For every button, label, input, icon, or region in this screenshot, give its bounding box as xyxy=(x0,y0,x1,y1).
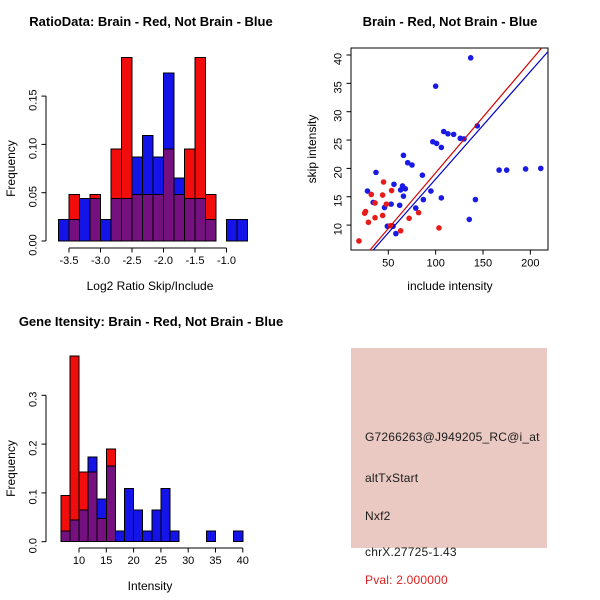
y-axis-title: Frequency xyxy=(4,440,18,497)
x-tick-label: 20 xyxy=(127,555,140,567)
gene-intensity-histogram-panel xyxy=(0,300,300,600)
scatter-point-not-brain xyxy=(401,193,407,199)
info-panel xyxy=(300,300,600,600)
scatter-point-not-brain xyxy=(391,181,397,187)
hist-bar-overlap xyxy=(121,198,132,241)
y-tick-label: 0.1 xyxy=(27,489,40,505)
scatter-point-brain xyxy=(362,210,368,216)
x-tick-label: 30 xyxy=(182,555,195,567)
hist-bar-overlap xyxy=(153,195,164,241)
y-tick-label: 0.15 xyxy=(27,89,40,111)
scatter-point-not-brain xyxy=(523,166,529,172)
y-tick-label: 0.00 xyxy=(27,234,40,256)
hist-bar xyxy=(227,220,238,241)
y-tick-label: 20 xyxy=(332,166,345,179)
scatter-point-brain xyxy=(384,201,390,207)
y-tick-label: 0.3 xyxy=(27,391,40,407)
scatter-point-brain xyxy=(380,213,386,219)
y-tick-label: 0.10 xyxy=(27,137,40,160)
scatter-point-not-brain xyxy=(439,145,445,151)
scatter-point-brain xyxy=(368,192,374,198)
scatter-point-not-brain xyxy=(373,170,379,176)
hist-bar xyxy=(80,198,91,241)
scatter-point-not-brain xyxy=(398,187,404,193)
not-brain-line xyxy=(373,52,548,250)
scatter-point-not-brain xyxy=(428,188,434,194)
scatter-point-not-brain xyxy=(409,162,415,168)
x-tick-label: -2.0 xyxy=(154,255,173,267)
scatter-point-brain xyxy=(356,238,362,244)
intensity-scatter-svg xyxy=(300,0,600,300)
x-tick-label: 200 xyxy=(521,257,540,270)
scatter-point-brain xyxy=(398,228,404,234)
y-axis-title: skip intensity xyxy=(305,114,319,184)
x-tick-label: -3.5 xyxy=(59,255,79,267)
event-type-text: altTxStart xyxy=(365,471,419,485)
scatter-point-not-brain xyxy=(401,153,407,159)
hist-bar-overlap xyxy=(206,220,217,241)
scatter-point-brain xyxy=(381,179,387,185)
scatter-point-not-brain xyxy=(434,141,440,147)
hist-bar xyxy=(237,220,248,241)
hist-bar xyxy=(170,531,179,542)
hist-bar xyxy=(101,220,112,241)
x-tick-label: 50 xyxy=(382,257,395,270)
ratio-histogram-panel xyxy=(0,0,300,300)
scatter-point-not-brain xyxy=(451,132,457,138)
scatter-point-not-brain xyxy=(421,197,427,203)
scatter-point-brain xyxy=(366,219,372,225)
scatter-point-not-brain xyxy=(496,167,502,173)
gene-symbol-text: Nxf2 xyxy=(365,509,391,523)
scatter-point-not-brain xyxy=(468,55,474,61)
scatter-point-not-brain xyxy=(445,131,451,137)
scatter-point-not-brain xyxy=(466,217,472,223)
x-tick-label: 100 xyxy=(426,257,445,270)
brain-line xyxy=(370,48,542,250)
hist-bar xyxy=(70,356,79,542)
hist-bar xyxy=(143,531,152,542)
x-tick-label: 150 xyxy=(473,257,493,270)
hist-bar xyxy=(234,531,243,542)
scatter-point-not-brain xyxy=(433,83,439,89)
x-axis-title: Intensity xyxy=(127,579,173,593)
x-tick-label: -3.0 xyxy=(91,255,110,267)
scatter-point-not-brain xyxy=(420,172,426,178)
y-tick-label: 40 xyxy=(332,52,345,66)
y-tick-label: 35 xyxy=(332,81,345,94)
hist-bar-overlap xyxy=(132,195,143,241)
hist-bar-overlap xyxy=(69,220,80,241)
x-axis-title: include intensity xyxy=(407,279,493,293)
plot-title: RatioData: Brain - Red, Not Brain - Blue xyxy=(29,14,273,29)
hist-bar-overlap xyxy=(143,195,154,241)
scatter-point-not-brain xyxy=(403,186,409,192)
scatter-point-not-brain xyxy=(439,195,445,201)
x-axis-title: Log2 Ratio Skip/Include xyxy=(86,279,214,293)
hist-bar-overlap xyxy=(97,518,106,541)
hist-bar-overlap xyxy=(164,149,175,241)
scatter-point-brain xyxy=(436,225,442,231)
hist-bar-overlap xyxy=(79,510,88,542)
locus-text: chrX.27725-1.43 xyxy=(365,545,457,559)
x-tick-label: -1.5 xyxy=(185,255,205,267)
scatter-point-not-brain xyxy=(397,202,403,208)
plot-title: Gene Itensity: Brain - Red, Not Brain - Blue xyxy=(18,314,284,329)
y-tick-label: 25 xyxy=(332,137,345,151)
hist-bar xyxy=(115,531,124,542)
p-value-text: Pval: 2.000000 xyxy=(365,573,448,587)
hist-bar xyxy=(206,531,215,542)
hist-bar-overlap xyxy=(111,198,122,241)
scatter-point-brain xyxy=(380,192,386,198)
plot-title: Brain - Red, Not Brain - Blue xyxy=(362,14,538,29)
y-tick-label: 15 xyxy=(332,194,345,207)
hist-bar-overlap xyxy=(70,520,79,541)
scatter-point-brain xyxy=(372,215,378,221)
scatter-point-not-brain xyxy=(473,197,479,203)
hist-bar xyxy=(152,510,161,542)
hist-bar-overlap xyxy=(195,198,206,241)
y-tick-label: 0.2 xyxy=(27,440,40,456)
probe-id-text: G7266263@J949205_RC@i_at xyxy=(365,430,540,444)
scatter-point-not-brain xyxy=(393,231,399,237)
x-tick-label: 25 xyxy=(154,555,168,567)
hist-bar xyxy=(161,489,170,542)
x-tick-label: 35 xyxy=(209,555,222,567)
gene-info-box xyxy=(351,348,547,587)
gene-intensity-histogram-svg xyxy=(0,300,300,600)
ratio-histogram-svg xyxy=(0,0,300,300)
hist-bar-overlap xyxy=(184,198,195,241)
y-tick-label: 0.0 xyxy=(27,538,40,554)
scatter-point-brain xyxy=(406,215,412,221)
x-tick-label: 40 xyxy=(236,555,249,567)
x-tick-label: 15 xyxy=(100,555,113,567)
hist-bar xyxy=(58,220,69,241)
y-tick-label: 10 xyxy=(332,222,345,236)
hist-bar-overlap xyxy=(88,472,97,542)
plot-box xyxy=(351,48,548,250)
intensity-scatter-panel xyxy=(300,0,600,300)
hist-bar-overlap xyxy=(90,198,101,241)
y-axis-title: Frequency xyxy=(4,140,18,197)
y-tick-label: 0.05 xyxy=(27,185,40,208)
x-tick-label: -1.0 xyxy=(217,255,236,267)
scatter-point-brain xyxy=(416,210,422,216)
scatter-point-not-brain xyxy=(504,167,510,173)
scatter-point-not-brain xyxy=(538,166,544,172)
scatter-point-brain xyxy=(372,200,378,206)
x-tick-label: -2.5 xyxy=(122,255,142,267)
scatter-point-brain xyxy=(389,188,395,194)
x-tick-label: 10 xyxy=(72,555,86,567)
hist-bar-overlap xyxy=(106,466,115,542)
hist-bar-overlap xyxy=(61,531,70,542)
hist-bar xyxy=(124,489,133,542)
y-tick-label: 30 xyxy=(332,109,345,122)
hist-bar xyxy=(134,510,143,542)
hist-bar-overlap xyxy=(174,195,185,241)
